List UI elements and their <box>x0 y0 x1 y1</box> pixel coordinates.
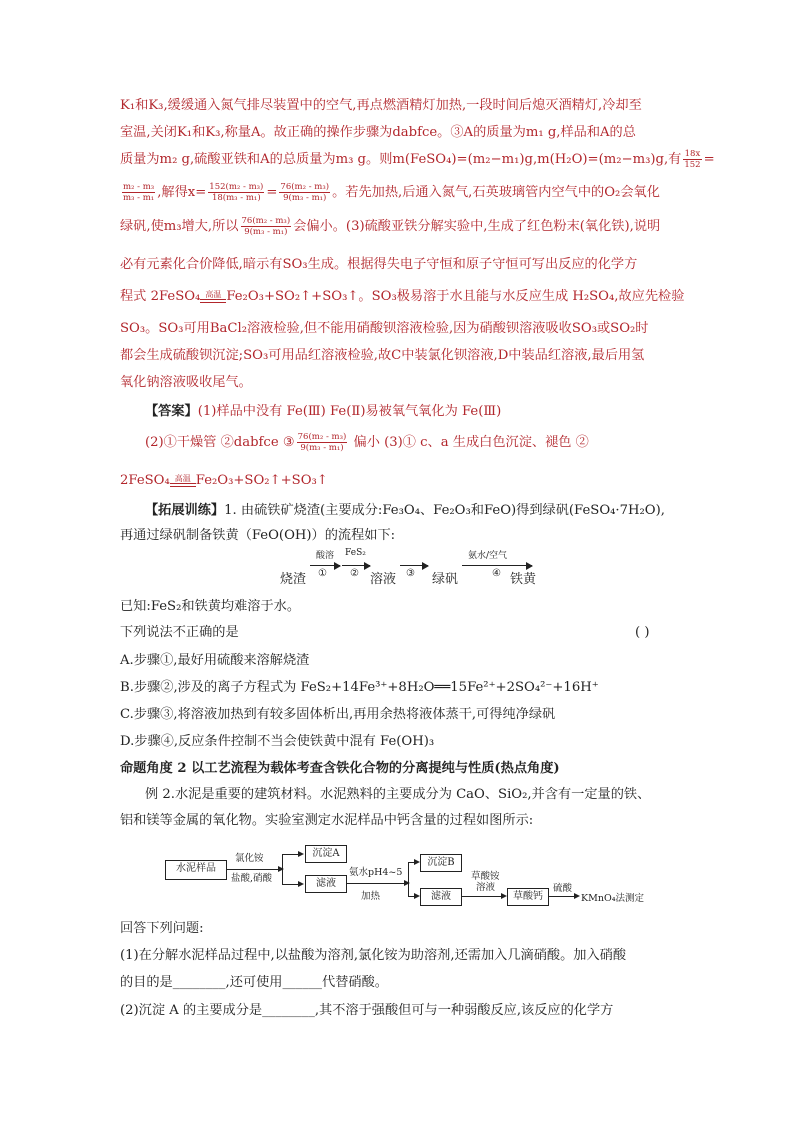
analysis-line-8: SO₃。SO₃可用BaCl₂溶液检验,但不能用硝酸钡溶液检验,因为硝酸钡溶液吸收SO₃或SO₂时 <box>120 321 649 336</box>
fraction-18x-152: $\frac{18x}{152}$ <box>684 149 701 170</box>
section-heading: 命题角度 2 以工艺流程为载体考查含铁化合物的分离提纯与性质(热点角度) <box>120 761 560 776</box>
flow-label-acid: 酸溶 <box>316 551 335 561</box>
arrow-to-ppt-a <box>282 854 302 855</box>
analysis-line-6: 必有元素化合价降低,暗示有SO₃生成。根据得失电子守恒和原子守恒可写出反应的化学方 <box>120 257 638 272</box>
analysis-line-1: K₁和K₃,缓缓通入氮气排尽装置中的空气,再点燃酒精灯加热,一段时间后熄灭酒精灯,冷却至 <box>120 98 642 113</box>
analysis-line-10: 氧化钠溶液吸收尾气。 <box>120 375 252 390</box>
analysis-line-9: 都会生成硫酸钡沉淀;SO₃可用品红溶液检验,故C中装氯化钡溶液,D中装品红溶液,最后用氢 <box>120 348 645 363</box>
analysis-line-3: 质量为m₂ g,硫酸亚铁和A的总质量为m₃ g。则m(FeSO₄)=(m₂−m₁)g,m(H₂O)=(m₂−m₃)g,有 $\frac{18x}{152}$ = <box>120 149 715 170</box>
branch-1 <box>282 854 283 884</box>
label-ammonium-chloride: 氯化铵 <box>235 853 264 864</box>
arrow-1 <box>226 869 282 870</box>
process-flow-1 <box>280 548 600 590</box>
flow-arrow-1 <box>310 565 340 566</box>
analysis-line-5: 绿矾,使m₃增大,所以 $\frac{\text{76(m₂ - m₃)}}{\text{9(m₃ - m₁)}}$ 会偏小。(3)硫酸亚铁分解实验中,生成了红色粉末(氧化铁),说明 <box>120 216 661 237</box>
label-acids: 盐酸,硝酸 <box>231 873 273 884</box>
answer-label: 【答案】 <box>145 404 198 419</box>
arrow-to-ppt-b <box>408 862 418 863</box>
flow-arrow-2 <box>342 565 370 566</box>
arrow-to-filtrate-2 <box>408 896 418 897</box>
question-1-line-1: (1)在分解水泥样品过程中,以盐酸为溶剂,氯化铵为助溶剂,还需加入几滴硝酸。加入硝酸 <box>120 948 627 963</box>
practice-line-1: 【拓展训练】1. 由硫铁矿烧渣(主要成分:Fe₃O₄、Fe₂O₃和FeO)得到绿矾(FeSO₄·7H₂O), <box>145 503 665 518</box>
option-d: D.步骤④,反应条件控制不当会使铁黄中混有 Fe(OH)₃ <box>120 734 435 749</box>
label-ammonium-oxalate: 草酸铵 <box>471 871 500 882</box>
fraction-x-76: $\frac{\text{76(m₂ - m₃)}}{\text{9(m₃ - m₁)}}$ <box>280 182 330 203</box>
box-filtrate-1: 滤液 <box>305 875 347 893</box>
option-b: B.步骤②,涉及的离子方程式为 FeS₂+14Fe³⁺+8H₂O══15Fe²⁺+2SO₄²⁻+16H⁺ <box>120 680 599 695</box>
flow-node-green-vitriol: 绿矾 <box>432 572 459 587</box>
arrow-to-filtrate-1 <box>282 884 302 885</box>
example-line-2: 铝和镁等金属的氧化物。实验室测定水泥样品中钙含量的过程如图所示: <box>120 813 534 828</box>
question-1-line-2: 的目的是________,还可使用______代替硝酸。 <box>120 975 388 990</box>
box-calcium-oxalate: 草酸钙 <box>507 888 549 906</box>
answer-blank: ( ) <box>635 625 650 640</box>
process-diagram <box>165 848 645 908</box>
option-a: A.步骤①,最好用硫酸来溶解烧渣 <box>120 653 310 668</box>
answer-line-1: 【答案】(1)样品中没有 Fe(Ⅲ) Fe(Ⅱ)易被氧气氧化为 Fe(Ⅲ) <box>145 404 502 419</box>
flow-node-slag: 烧渣 <box>280 572 307 587</box>
analysis-line-3-text: 质量为m₂ g,硫酸亚铁和A的总质量为m₃ g。则m(FeSO₄)=(m₂−m₁)g,m(H₂O)=(m₂−m₃)g,有 <box>120 152 682 167</box>
box-precipitate-a: 沉淀A <box>305 845 347 863</box>
analysis-line-2: 室温,关闭K₁和K₃,称量A。故正确的操作步骤为dabfce。③A的质量为m₁ g,样品和A的总 <box>120 125 636 140</box>
flow-label-ammonia-air: 氨水/空气 <box>468 551 508 561</box>
box-filtrate-2: 滤液 <box>420 888 462 906</box>
flow-node-solution: 溶液 <box>370 572 397 587</box>
option-c: C.步骤③,将溶液加热到有较多固体析出,再用余热将液体蒸干,可得纯净绿矾 <box>120 707 556 722</box>
flow-step-1: ① <box>318 568 327 579</box>
label-sulfuric-acid: 硫酸 <box>553 883 573 894</box>
flow-step-3: ③ <box>406 568 415 579</box>
answer-condition: 高温 <box>170 474 196 487</box>
arrow-2 <box>346 883 408 884</box>
fraction-ratio: $\frac{\text{m₂ - m₃}}{\text{m₃ - m₁}}$ <box>123 182 155 203</box>
label-kmno4-method: KMnO₄法测定 <box>581 893 645 904</box>
practice-label: 【拓展训练】 <box>145 503 225 518</box>
questions-intro: 回答下列问题: <box>120 921 204 936</box>
flow-node-iron-yellow: 铁黄 <box>510 572 537 587</box>
flow-step-4: ④ <box>492 568 501 579</box>
label-solution: 溶液 <box>476 882 496 893</box>
answer-fraction: $\frac{\text{76(m₂ - m₃)}}{\text{9(m₃ - m₁)}}$ <box>297 432 347 453</box>
flow-label-fes2: FeS₂ <box>345 548 366 558</box>
answer-line-3: 2FeSO₄ 高温 Fe₂O₃+SO₂↑+SO₃↑ <box>120 473 328 488</box>
flow-arrow-4 <box>462 565 532 566</box>
label-heat: 加热 <box>361 891 381 902</box>
example-line-1: 例 2.水泥是重要的建筑材料。水泥熟料的主要成分为 CaO、SiO₂,并含有一定量的铁、 <box>145 787 651 802</box>
practice-line-2: 再通过绿矾制备铁黄（FeO(OH)）的流程如下: <box>120 528 396 543</box>
practice-line-3: 已知:FeS₂和铁黄均难溶于水。 <box>120 599 301 614</box>
flow-arrow-3 <box>400 565 428 566</box>
analysis-line-7: 程式 2FeSO₄ 高温 Fe₂O₃+SO₂↑+SO₃↑。SO₃极易溶于水且能与水反应生成 H₂SO₄,故应先检验 <box>120 289 685 304</box>
practice-question: 下列说法不正确的是 ( ) <box>120 622 675 644</box>
arrow-4 <box>548 896 578 897</box>
box-precipitate-b: 沉淀B <box>420 854 462 872</box>
fraction-x-76-b: $\frac{\text{76(m₂ - m₃)}}{\text{9(m₃ - m₁)}}$ <box>241 216 291 237</box>
box-cement-sample: 水泥样品 <box>165 860 227 880</box>
fraction-x-152: $\frac{\text{152(m₂ - m₃)}}{\text{18(m₃ - m₁)}}$ <box>209 182 264 203</box>
reaction-condition: 高温 <box>200 290 226 303</box>
branch-2 <box>408 862 409 896</box>
flow-step-2: ② <box>350 568 359 579</box>
arrow-3 <box>461 896 505 897</box>
question-2-line-1: (2)沉淀 A 的主要成分是________,其不溶于强酸但可与一种弱酸反应,该反应的化学方 <box>120 1003 614 1018</box>
answer-line-2: (2)①干燥管 ②dabfce ③ $\frac{\text{76(m₂ - m₃)}}{\text{9(m₃ - m₁)}}$ 偏小 (3)① c、a 生成白色沉淀、褪色 ② <box>145 432 589 453</box>
label-ammonia-ph: 氨水pH4~5 <box>349 867 403 878</box>
analysis-line-4: $\frac{\text{m₂ - m₃}}{\text{m₃ - m₁}}$ ,解得x= $\frac{\text{152(m₂ - m₃)}}{\text{18(m₃ - m₁)}}$ = $\frac{\text{76(m₂ - m₃)}}{\text{9(m₃ - m₁)}}$ 。若先加热,后通入氮气,石英玻璃管内空气中的O₂会氧化 <box>123 182 660 203</box>
